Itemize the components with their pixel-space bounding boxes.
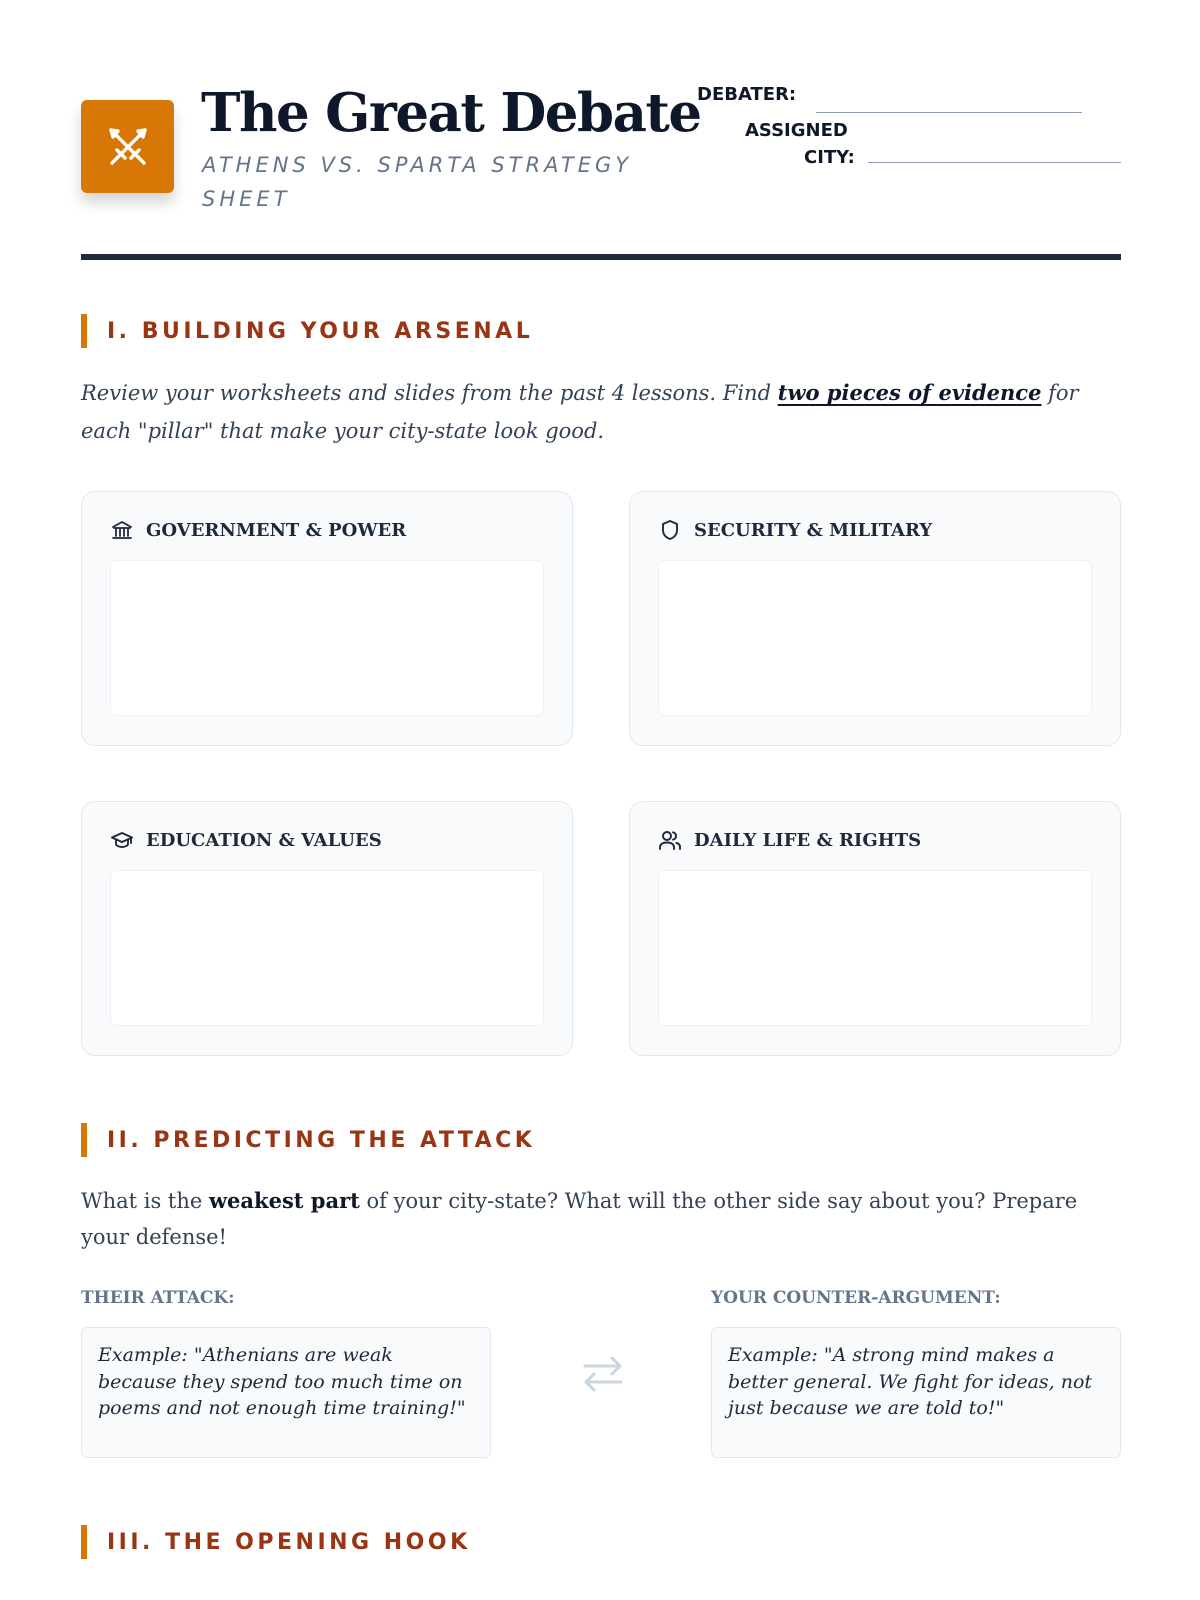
pillar-label-education: EDUCATION & VALUES	[146, 829, 382, 851]
instructions-text-end: for each "pillar" that make your city-state look good.	[81, 381, 1079, 443]
pillar-card-government	[81, 491, 573, 746]
pillar-card-header	[658, 518, 932, 542]
pillar-card-education	[81, 801, 573, 1056]
pillar-card-security	[629, 491, 1121, 746]
section-2-instructions	[81, 1183, 1121, 1255]
section-1-instructions	[81, 374, 1121, 450]
worksheet-header	[81, 82, 1121, 258]
debater-name-field[interactable]	[816, 112, 1082, 113]
pillar-card-header	[658, 828, 921, 852]
instructions-text-start: Review your worksheets and slides from the past 4 lessons. Find	[81, 381, 778, 405]
header-divider	[81, 254, 1121, 260]
bank-building-icon	[110, 518, 134, 542]
pillar-card-header	[110, 828, 382, 852]
swap-arrows-icon	[579, 1350, 627, 1402]
crossed-swords-icon	[81, 100, 174, 193]
evidence-box-education[interactable]	[110, 870, 544, 1026]
evidence-box-daily-life[interactable]	[658, 870, 1092, 1026]
page-title: The Great Debate	[201, 82, 701, 144]
evidence-box-government[interactable]	[110, 560, 544, 716]
counter-argument-box[interactable]: Example: "A strong mind makes a better general. We fight for ideas, not just because we are told to!"	[711, 1327, 1121, 1458]
their-attack-box[interactable]: Example: "Athenians are weak because they spend too much time on poems and not enough time training!"	[81, 1327, 491, 1458]
attack-emphasis: weakest part	[208, 1188, 360, 1213]
assigned-city-field[interactable]	[868, 162, 1121, 163]
shield-icon	[658, 518, 682, 542]
pillar-label-security: SECURITY & MILITARY	[694, 519, 933, 541]
attack-text-start: What is the	[81, 1189, 209, 1213]
users-icon	[658, 828, 682, 852]
evidence-box-security[interactable]	[658, 560, 1092, 716]
pillar-card-header	[110, 518, 406, 542]
attack-text-end: of your city-state? What will the other side say about you? Prepare your defense!	[81, 1189, 1078, 1249]
section-1-heading: I. BUILDING YOUR ARSENAL	[81, 314, 533, 348]
assigned-city-label-line1: ASSIGNED	[745, 120, 848, 141]
section-2-heading: II. PREDICTING THE ATTACK	[81, 1123, 535, 1157]
debater-label: DEBATER:	[697, 84, 797, 105]
page-subtitle: ATHENS VS. SPARTA STRATEGY SHEET	[202, 153, 633, 211]
instructions-emphasis: two pieces of evidence	[777, 380, 1042, 405]
their-attack-label: THEIR ATTACK:	[81, 1288, 235, 1308]
assigned-city-label-line2: CITY:	[804, 147, 855, 168]
pillar-card-daily-life	[629, 801, 1121, 1056]
pillar-label-government: GOVERNMENT & POWER	[146, 519, 407, 541]
pillar-label-daily-life: DAILY LIFE & RIGHTS	[694, 829, 922, 851]
section-3-heading: III. THE OPENING HOOK	[81, 1525, 471, 1559]
graduation-cap-icon	[110, 828, 134, 852]
counter-argument-label: YOUR COUNTER-ARGUMENT:	[711, 1288, 1001, 1308]
